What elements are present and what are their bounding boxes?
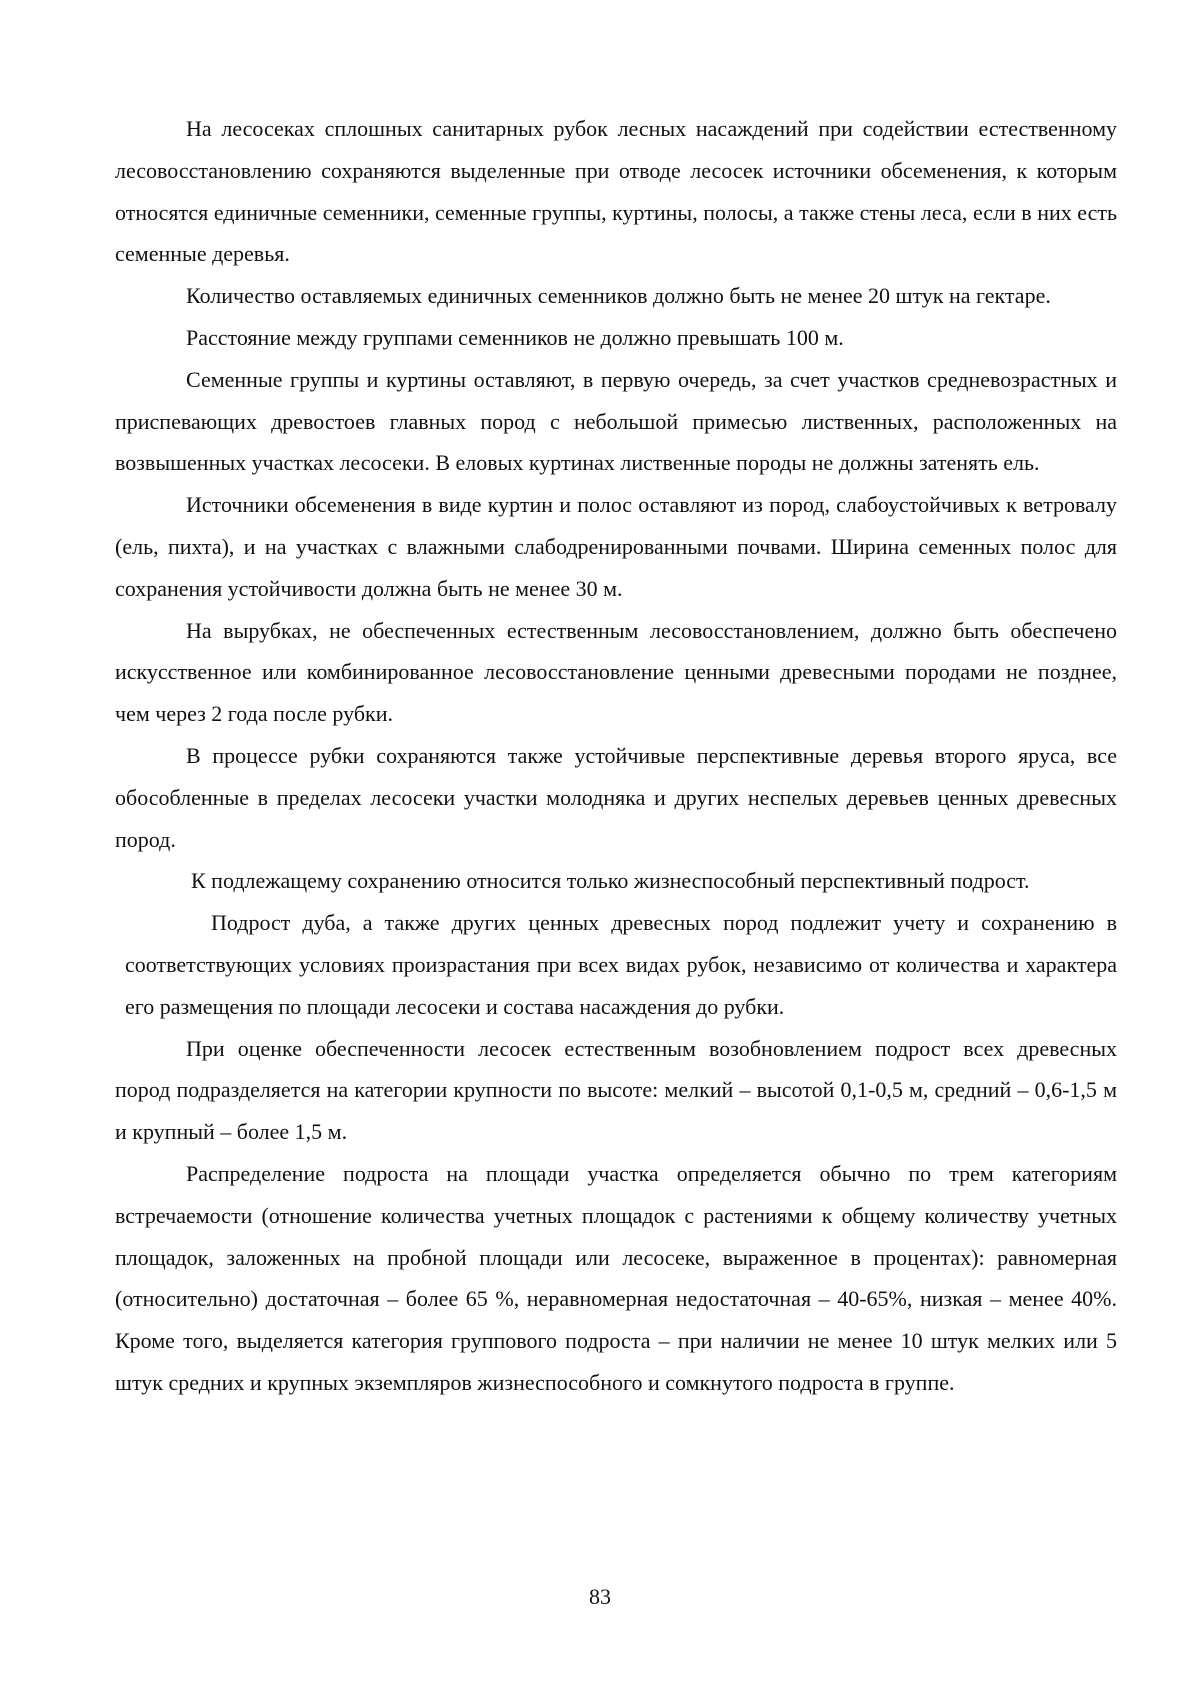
paragraph-artificial-reforestation: На вырубках, не обеспеченных естественным лесовосстановлением, должно быть обеспечено искусственное или комбинированное лесовосстановление ценными древесными породами не позднее, чем через 2 года после рубки. — [115, 617, 1117, 727]
paragraph-seed-tree-count: Количество оставляемых единичных семенников должно быть не менее 20 штук на гектаре. — [186, 283, 1051, 309]
paragraph-group-distance: Расстояние между группами семенников не должно превышать 100 м. — [186, 324, 844, 350]
paragraph-seed-groups: Семенные группы и куртины оставляют, в первую очередь, за счет участков средневозрастных и приспевающих древостоев главных пород с небольшой примесью лиственных, расположенных на возвышенных участках лесосеки. В еловых куртинах лиственные породы не должны затенять ель. — [115, 366, 1117, 476]
paragraph-oak-undergrowth: Подрост дуба, а также других ценных древесных пород подлежит учету и сохранению в соответствующих условиях произрастания при всех видах рубок, независимо от количества и характера его размещения по площади лесосеки и состава насаждения до рубки. — [125, 910, 1117, 1019]
paragraph-viable-undergrowth: К подлежащему сохранению относится только жизнеспособный перспективный подрост. — [191, 868, 1030, 894]
paragraph-occurrence-categories: Распределение подроста на площади участка определяется обычно по трем категориям встречаемости (отношение количества учетных площадок с растениями к общему количеству учетных площадок, заложенных на пробной площади или лесосеке, выраженное в процентах): равномерная (относительно) достаточная – более 65 %, неравномерная недостаточная – 40-65%, низкая – менее 40%. Кроме того, выделяется категория группового подроста – при наличии не менее 10 штук мелких или 5 штук средних и крупных экземпляров жизнеспособного и сомкнутого подроста в группе. — [115, 1160, 1117, 1395]
paragraph-second-tier-trees: В процессе рубки сохраняются также устойчивые перспективные деревья второго яруса, все обособленные в пределах лесосеки участки молодняка и других неспелых деревьев ценных древесных пород. — [115, 742, 1117, 852]
text-body — [115, 108, 1117, 1404]
paragraph-seed-sources: На лесосеках сплошных санитарных рубок лесных насаждений при содействии естественному лесовосстановлению сохраняются выделенные при отводе лесосек источники обсеменения, к которым относятся единичные семенники, семенные группы, куртины, полосы, а также стены леса, если в них есть семенные деревья. — [115, 116, 1117, 267]
page-number: 83 — [589, 1584, 611, 1609]
paragraph-size-categories: При оценке обеспеченности лесосек естественным возобновлением подрост всех древесных пород подразделяется на категории крупности по высоте: мелкий – высотой 0,1-0,5 м, средний – 0,6-1,5 м и крупный – более 1,5 м. — [115, 1035, 1117, 1145]
paragraph-windthrow-species: Источники обсеменения в виде куртин и полос оставляют из пород, слабоустойчивых к ветровалу (ель, пихта), и на участках с влажными слабодренированными почвами. Ширина семенных полос для сохранения устойчивости должна быть не менее 30 м. — [115, 492, 1117, 601]
